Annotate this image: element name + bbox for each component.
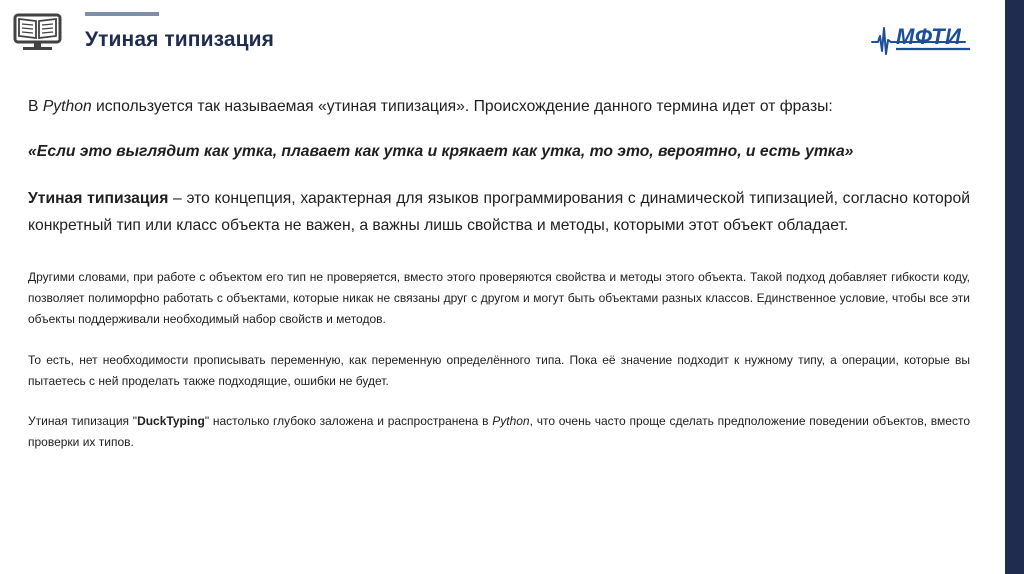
paragraph-3-python-term: Python (492, 414, 530, 428)
definition-text: – это концепция, характерная для языков программирования с динамической типизацией, согласно которой конкретный тип или класс объекта не важен, а важны лишь свойства и методы, которыми этот объект обладает. (28, 190, 970, 234)
title-accent-line (85, 12, 159, 16)
explanation-paragraph-1: Другими словами, при работе с объектом его тип не проверяется, вместо этого проверяются свойства и методы этого объекта. Такой подход добавляет гибкости коду, позволяет полиморфно работать с объектами, которые никак не связаны друг с другом и могут быть объектами разных классов. Единственное условие, чтобы все эти объекты поддерживали необходимый набор свойств и методов. (28, 270, 970, 326)
definition-term: Утиная типизация (28, 190, 169, 207)
right-side-bar (1005, 0, 1024, 574)
definition-paragraph (28, 185, 970, 239)
logo-text: МФТИ (896, 24, 962, 49)
paragraph-3-middle: " настолько глубоко заложена и распространена в (204, 414, 493, 428)
slide-content (28, 93, 970, 453)
intro-python-term: Python (42, 98, 92, 115)
intro-after-python: используется так называемая «утиная типизация». Происхождение данного термина идет от фразы: (91, 98, 833, 115)
explanation-paragraph-2: То есть, нет необходимости прописывать переменную, как переменную определённого типа. Пока её значение подходит к нужному типу, а операции, которые вы пытаетесь с ней проделать также подходящие, ошибки не будет. (28, 353, 970, 388)
explanation-paragraph-3 (28, 411, 970, 453)
paragraph-3-after-python: , что очень часто проще сделать предположение поведении объектов, вместо проверки их типов. (28, 414, 970, 449)
ducktyping-term: DuckTyping (137, 414, 205, 428)
duck-quote: «Если это выглядит как утка, плавает как утка и крякает как утка, то это, вероятно, и есть утка» (28, 143, 854, 160)
book-icon (13, 13, 62, 51)
paragraph-3-before-ducktyping: Утиная типизация " (28, 414, 138, 428)
slide-title: Утиная типизация (85, 28, 275, 51)
intro-before-python: В (28, 98, 43, 115)
intro-paragraph (28, 93, 970, 120)
